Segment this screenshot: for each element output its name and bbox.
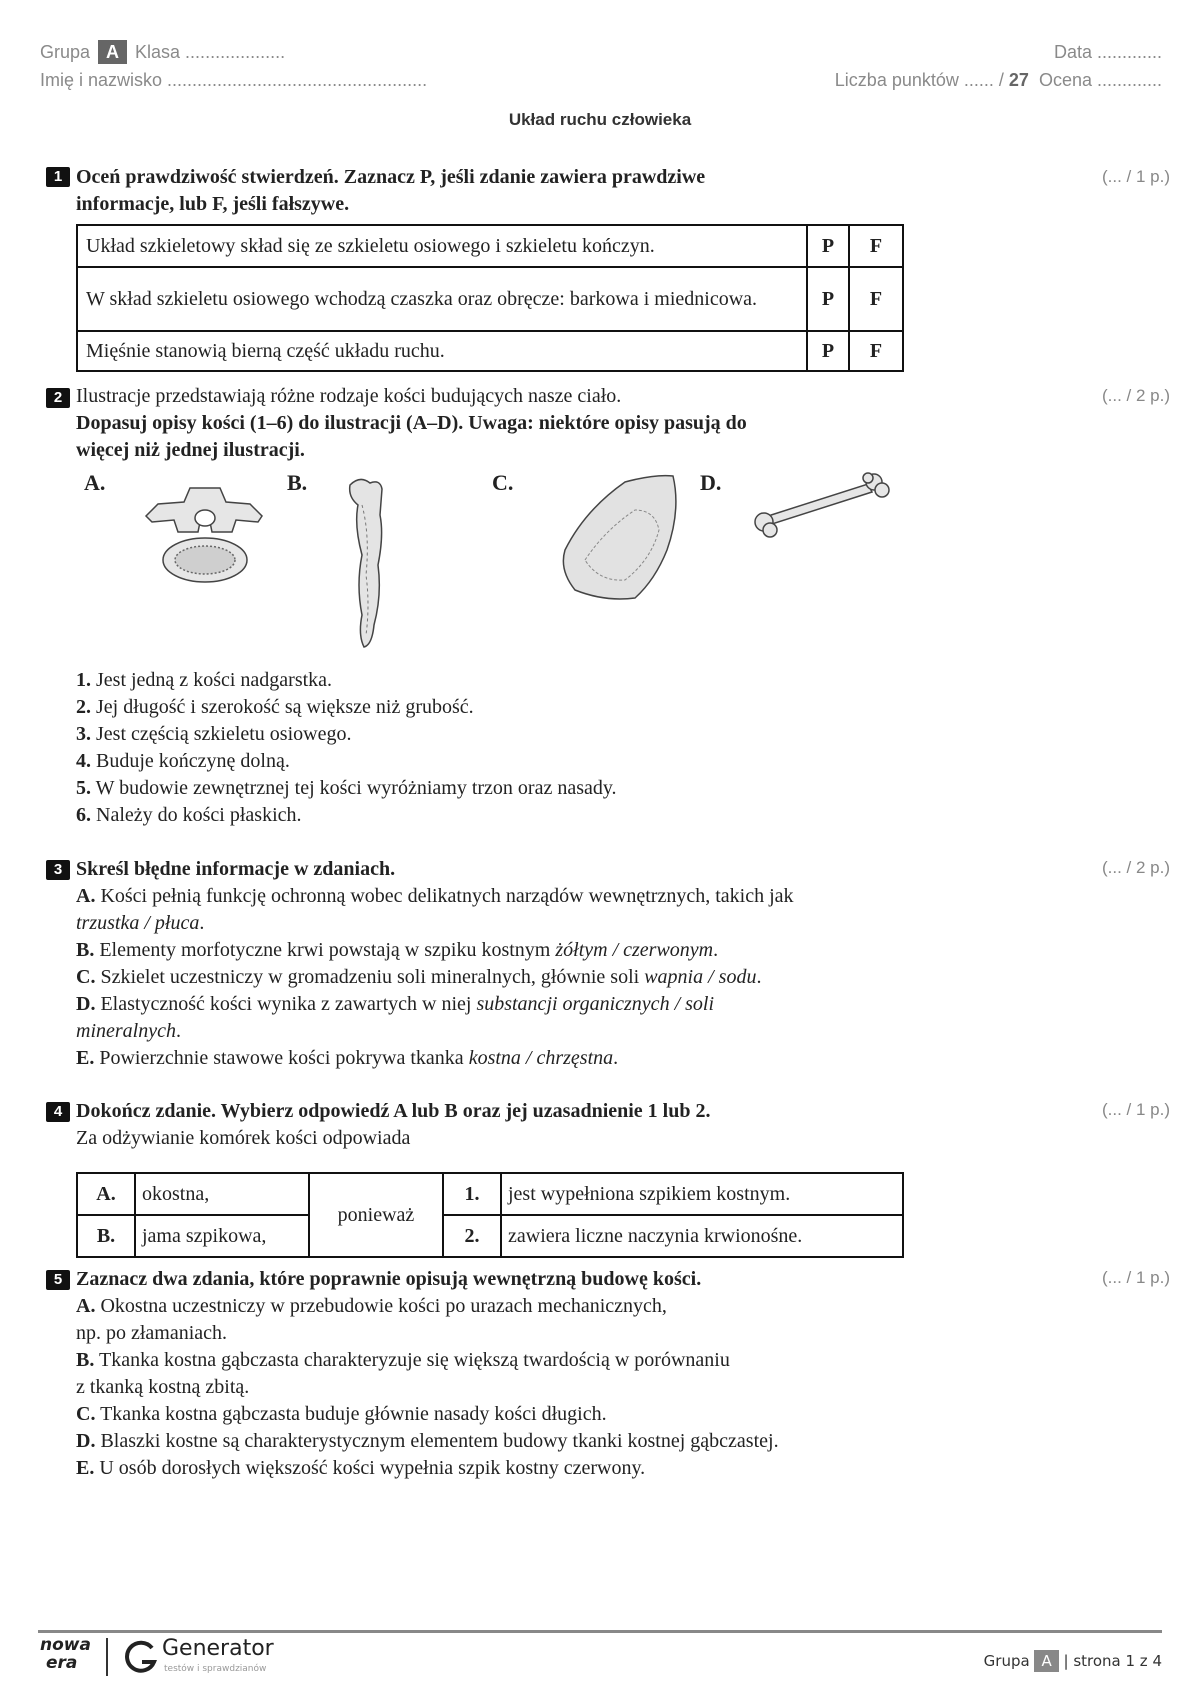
generator-subtitle: testów i sprawdzianów bbox=[164, 1664, 267, 1674]
logo-line2: era bbox=[46, 1653, 78, 1673]
name-field: Imię i nazwisko .................................................... bbox=[40, 70, 428, 90]
task5-content bbox=[76, 1266, 779, 1482]
task5-instruction: Zaznacz dwa zdania, które poprawnie opisują wewnętrzną budowę kości. bbox=[76, 1268, 702, 1290]
option-text: Okostna uczestniczy w przebudowie kości po urazach mechanicznych, bbox=[100, 1295, 667, 1317]
choice-text[interactable]: wapnia / sodu bbox=[644, 966, 757, 988]
task1-row-text: W skład szkieletu osiowego wchodzą czaszka oraz obręcze: barkowa i miednicowa. bbox=[77, 267, 807, 331]
task2-points: (... / 2 p.) bbox=[1101, 386, 1170, 405]
choice-text[interactable]: trzustka / płuca bbox=[76, 912, 200, 934]
option-text: U osób dorosłych większość kości wypełnia szpik kostny czerwony. bbox=[99, 1457, 646, 1479]
item-text: Jest jedną z kości nadgarstka. bbox=[96, 669, 333, 691]
task3-sentence-d bbox=[76, 991, 794, 1018]
task1-number: 1 bbox=[46, 167, 70, 187]
option-a-letter[interactable]: A. bbox=[77, 1173, 135, 1215]
task3-instruction: Skreśl błędne informacje w zdaniach. bbox=[76, 858, 396, 880]
task5-number: 5 bbox=[46, 1270, 70, 1290]
points-grade-field bbox=[835, 70, 1162, 91]
grade-label: Ocena ............. bbox=[1038, 70, 1162, 90]
task4-number: 4 bbox=[46, 1102, 70, 1122]
option-letter: E. bbox=[76, 1047, 95, 1069]
reason-1-text[interactable]: jest wypełniona szpikiem kostnym. bbox=[501, 1173, 903, 1215]
option-letter: A. bbox=[76, 1295, 96, 1317]
task1-row bbox=[77, 225, 903, 267]
task2-items bbox=[76, 667, 617, 829]
task1-points: (... / 1 p.) bbox=[1101, 167, 1170, 186]
list-item bbox=[76, 667, 617, 694]
list-item[interactable] bbox=[76, 1293, 779, 1320]
option-letter: C. bbox=[76, 966, 96, 988]
task1-table bbox=[76, 224, 904, 372]
item-text: Jej długość i szerokość są większe niż grubość. bbox=[96, 696, 474, 718]
task1-row-text: Układ szkieletowy skład się ze szkieletu osiowego i szkieletu kończyn. bbox=[77, 225, 807, 267]
item-number: 1. bbox=[76, 669, 91, 691]
group-badge: A bbox=[98, 40, 127, 64]
task3-sentence-b: B. Elementy morfotyczne krwi powstają w szpiku kostnym żółtym / czerwonym. bbox=[76, 939, 719, 961]
sentence-text: Powierzchnie stawowe kości pokrywa tkanka bbox=[99, 1047, 464, 1069]
task2-instruction-line1: Dopasuj opisy kości (1–6) do ilustracji (A–D). Uwaga: niektóre opisy pasują do bbox=[76, 412, 747, 434]
footer-group-label: Grupa bbox=[983, 1652, 1030, 1670]
task2-number: 2 bbox=[46, 388, 70, 408]
list-item bbox=[76, 1320, 779, 1347]
illustration-label-b: B. bbox=[287, 470, 308, 495]
illustration-label-a: A. bbox=[84, 470, 106, 495]
item-text: Buduje kończynę dolną. bbox=[96, 750, 290, 772]
task3-content bbox=[76, 856, 794, 1072]
sentence-text: Szkielet uczestniczy w gromadzeniu soli mineralnych, głównie soli bbox=[100, 966, 640, 988]
footer-page-info bbox=[984, 1650, 1162, 1672]
sentence-text: Kości pełnią funkcję ochronną wobec delikatnych narządów wewnętrznych, takich jak bbox=[100, 885, 794, 907]
generator-logo-text: Generator bbox=[162, 1636, 274, 1661]
task2-instruction-line2: więcej niż jednej ilustracji. bbox=[76, 439, 305, 461]
flat-bone-illustration bbox=[555, 470, 685, 610]
task4-points: (... / 1 p.) bbox=[1101, 1100, 1170, 1119]
choice-text-cont[interactable]: mineralnych bbox=[76, 1020, 176, 1042]
points-label: Liczba punktów ...... / bbox=[834, 70, 1004, 90]
task3-number: 3 bbox=[46, 860, 70, 880]
item-number: 2. bbox=[76, 696, 91, 718]
option-text: Tkanka kostna gąbczasta buduje głównie nasady kości długich. bbox=[100, 1403, 607, 1425]
task1-row-text: Mięśnie stanowią bierną część układu ruchu. bbox=[77, 331, 807, 371]
task3-sentence-a-cont: trzustka / płuca. bbox=[76, 912, 205, 934]
task3-sentence-e: E. Powierzchnie stawowe kości pokrywa tkanka kostna / chrzęstna. bbox=[76, 1047, 619, 1069]
date-field: Data ............. bbox=[1053, 42, 1162, 62]
option-text: Tkanka kostna gąbczasta charakteryzuje się większą twardością w porównaniu bbox=[98, 1349, 730, 1371]
page-number: | strona 1 z 4 bbox=[1063, 1652, 1162, 1670]
true-option[interactable]: P bbox=[807, 331, 849, 371]
long-bone-illustration bbox=[750, 470, 895, 540]
task4-instruction: Dokończ zdanie. Wybierz odpowiedź A lub B oraz jej uzasadnienie 1 lub 2. bbox=[76, 1100, 711, 1122]
task1-row bbox=[77, 331, 903, 371]
list-item bbox=[76, 748, 617, 775]
table-row bbox=[77, 1173, 903, 1215]
option-letter: D. bbox=[76, 993, 96, 1015]
nowa-era-logo bbox=[40, 1636, 91, 1672]
task4-table bbox=[76, 1172, 904, 1258]
task4-content bbox=[76, 1098, 710, 1152]
list-item[interactable] bbox=[76, 1428, 779, 1455]
group-field bbox=[40, 40, 285, 64]
list-item[interactable] bbox=[76, 1347, 779, 1374]
option-a-text[interactable]: okostna, bbox=[135, 1173, 309, 1215]
option-b-text[interactable]: jama szpikowa, bbox=[135, 1215, 309, 1257]
reason-2-number[interactable]: 2. bbox=[443, 1215, 501, 1257]
option-text: Blaszki kostne są charakterystycznym elementem budowy tkanki kostnej gąbczastej. bbox=[100, 1430, 779, 1452]
because-cell: ponieważ bbox=[309, 1173, 443, 1257]
group-label: Grupa bbox=[40, 42, 91, 62]
illustration-label-d: D. bbox=[700, 470, 722, 495]
table-row bbox=[77, 1215, 903, 1257]
option-letter: B. bbox=[76, 939, 95, 961]
item-text: W budowie zewnętrznej tej kości wyróżniamy trzon oraz nasady. bbox=[95, 777, 617, 799]
task2-intro: Ilustracje przedstawiają różne rodzaje kości budujących nasze ciało. bbox=[76, 385, 622, 407]
reason-1-number[interactable]: 1. bbox=[443, 1173, 501, 1215]
rib-illustration bbox=[340, 475, 400, 650]
item-number: 5. bbox=[76, 777, 91, 799]
list-item bbox=[76, 775, 617, 802]
choice-text[interactable]: żółtym / czerwonym bbox=[555, 939, 714, 961]
option-text: z tkanką kostną zbitą. bbox=[76, 1376, 250, 1398]
task5-points: (... / 1 p.) bbox=[1101, 1268, 1170, 1287]
item-number: 6. bbox=[76, 804, 91, 826]
footer-divider bbox=[38, 1630, 1162, 1633]
footer-group-badge: A bbox=[1034, 1650, 1058, 1672]
item-number: 4. bbox=[76, 750, 91, 772]
page-title: Układ ruchu człowieka bbox=[508, 110, 692, 129]
false-option[interactable]: F bbox=[849, 331, 903, 371]
task4-stem: Za odżywianie komórek kości odpowiada bbox=[76, 1127, 411, 1149]
generator-g-icon bbox=[122, 1640, 158, 1676]
task3-sentence-a bbox=[76, 883, 794, 910]
task3-points: (... / 2 p.) bbox=[1101, 858, 1170, 877]
choice-text[interactable]: kostna / chrzęstna bbox=[468, 1047, 614, 1069]
reason-2-text[interactable]: zawiera liczne naczynia krwionośne. bbox=[501, 1215, 903, 1257]
task2-instruction bbox=[76, 383, 747, 464]
task1-row bbox=[77, 267, 903, 331]
points-total: 27 bbox=[1008, 70, 1029, 90]
item-text: Należy do kości płaskich. bbox=[96, 804, 302, 826]
logo-line1: nowa bbox=[40, 1635, 91, 1655]
sentence-text: Elementy morfotyczne krwi powstają w szpiku kostnym bbox=[99, 939, 551, 961]
list-item bbox=[76, 802, 617, 829]
class-field: Klasa .................... bbox=[135, 42, 286, 62]
option-letter: C. bbox=[76, 1403, 96, 1425]
list-item[interactable] bbox=[76, 1455, 779, 1482]
true-option[interactable]: P bbox=[807, 225, 849, 267]
option-letter: E. bbox=[76, 1457, 95, 1479]
false-option[interactable]: F bbox=[849, 225, 903, 267]
option-letter: B. bbox=[76, 1349, 95, 1371]
item-number: 3. bbox=[76, 723, 91, 745]
item-text: Jest częścią szkieletu osiowego. bbox=[96, 723, 352, 745]
false-option[interactable]: F bbox=[849, 267, 903, 331]
list-item bbox=[76, 1374, 779, 1401]
task3-sentence-c: C. Szkielet uczestniczy w gromadzeniu soli mineralnych, głównie soli wapnia / sodu. bbox=[76, 966, 762, 988]
option-letter: D. bbox=[76, 1430, 96, 1452]
task3-sentence-d-cont: mineralnych. bbox=[76, 1020, 181, 1042]
choice-text[interactable]: substancji organicznych / soli bbox=[476, 993, 715, 1015]
true-option[interactable]: P bbox=[807, 267, 849, 331]
task1-instruction bbox=[76, 164, 705, 218]
vertebra-illustration bbox=[140, 480, 270, 585]
logo-divider bbox=[106, 1638, 108, 1676]
list-item bbox=[76, 721, 617, 748]
list-item bbox=[76, 694, 617, 721]
option-b-letter[interactable]: B. bbox=[77, 1215, 135, 1257]
task1-instruction-line1: Oceń prawdziwość stwierdzeń. Zaznacz P, jeśli zdanie zawiera prawdziwe bbox=[76, 166, 706, 188]
task1-instruction-line2: informacje, lub F, jeśli fałszywe. bbox=[76, 193, 350, 215]
sentence-text: Elastyczność kości wynika z zawartych w niej bbox=[100, 993, 472, 1015]
illustration-label-c: C. bbox=[492, 470, 514, 495]
list-item[interactable] bbox=[76, 1401, 779, 1428]
option-text: np. po złamaniach. bbox=[76, 1322, 228, 1344]
option-letter: A. bbox=[76, 885, 96, 907]
